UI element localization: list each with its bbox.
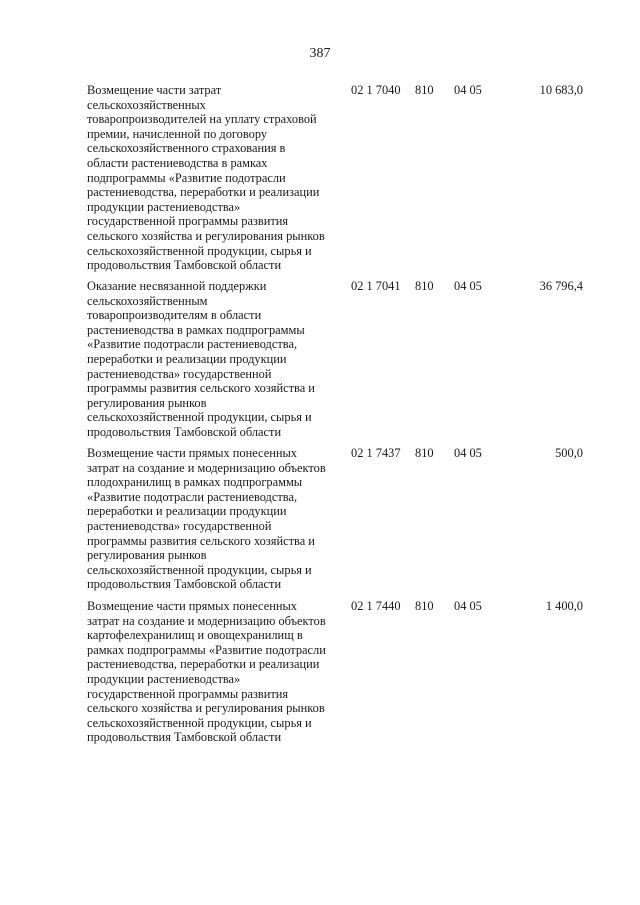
page-number: 387 (309, 46, 331, 61)
row-amount: 36 796,4 (539, 279, 583, 293)
row-description: Оказание несвязанной поддержки сельскохозяйственным товаропроизводителям в области растениеводства в рамках подпрограммы «Развитие подотрасли растениеводства, переработки и реализации продукции растениеводства» государственной программы развития сельского хозяйства и регулирования рынков сельскохозяйственной продукции, сырья и продовольствия Тамбовской области (87, 279, 315, 439)
row-description: Возмещение части прямых понесенных затрат на создание и модернизацию объектов картофелехранилищ и овощехранилищ в рамках подпрограммы «Развитие подотрасли растениеводства, переработки и реализации продукции растениеводства» государственной программы развития сельского хозяйства и регулирования рынков сельскохозяйственной продукции, сырья и продовольствия Тамбовской области (87, 599, 326, 745)
row-target-article-code: 02 1 7041 (351, 279, 401, 293)
row-section-code: 04 05 (454, 599, 482, 613)
row-target-article-code: 02 1 7040 (351, 83, 401, 97)
row-amount: 1 400,0 (545, 599, 583, 613)
row-description: Возмещение части прямых понесенных затрат на создание и модернизацию объектов плодохранилищ в рамках подпрограммы «Развитие подотрасли растениеводства, переработки и реализации продукции растениеводства» государственной программы развития сельского хозяйства и регулирования рынков сельскохозяйственной продукции, сырья и продовольствия Тамбовской области (87, 446, 326, 592)
row-section-code: 04 05 (454, 279, 482, 293)
row-expense-type-code: 810 (415, 279, 434, 293)
row-description: Возмещение части затрат сельскохозяйственных товаропроизводителей на уплату страховой премии, начисленной по договору сельскохозяйственного страхования в области растениеводства в рамках подпрограммы «Развитие подотрасли растениеводства, переработки и реализации продукции растениеводства» государственной программы развития сельского хозяйства и регулирования рынков сельскохозяйственной продукции, сырья и продовольствия Тамбовской области (87, 83, 325, 273)
row-section-code: 04 05 (454, 83, 482, 97)
row-amount: 10 683,0 (539, 83, 583, 97)
row-section-code: 04 05 (454, 446, 482, 460)
row-amount: 500,0 (555, 446, 583, 460)
row-expense-type-code: 810 (415, 446, 434, 460)
row-target-article-code: 02 1 7437 (351, 446, 401, 460)
row-expense-type-code: 810 (415, 83, 434, 97)
row-target-article-code: 02 1 7440 (351, 599, 401, 613)
row-expense-type-code: 810 (415, 599, 434, 613)
